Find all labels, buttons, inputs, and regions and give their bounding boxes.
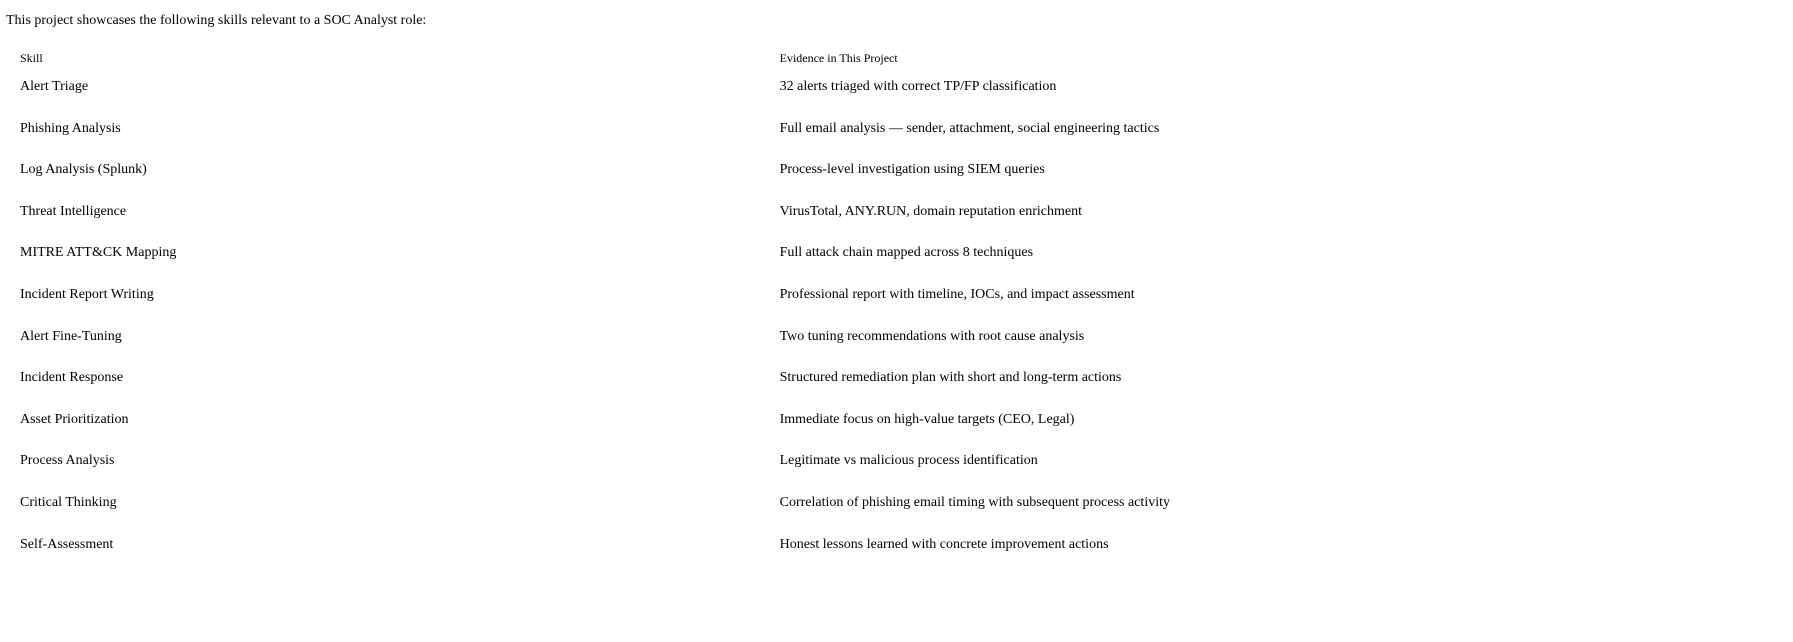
table-body [20, 78, 1170, 577]
table-row [20, 120, 1170, 162]
skills-table [20, 50, 1170, 577]
skill-cell: Phishing Analysis [20, 120, 121, 136]
table-header-row [20, 50, 1170, 78]
evidence-cell: Correlation of phishing email timing with subsequent process activity [779, 494, 1170, 510]
table-row [20, 328, 1170, 370]
evidence-cell: VirusTotal, ANY.RUN, domain reputation enrichment [779, 203, 1082, 219]
evidence-cell: 32 alerts triaged with correct TP/FP classification [779, 79, 1057, 94]
skill-cell: MITRE ATT&CK Mapping [20, 245, 177, 261]
table-row [20, 203, 1170, 245]
skill-cell: Critical Thinking [20, 494, 117, 510]
skill-cell: Self-Assessment [20, 536, 114, 552]
evidence-cell: Process-level investigation using SIEM queries [779, 162, 1045, 178]
skill-cell: Incident Response [20, 370, 124, 386]
skill-cell: Alert Triage [20, 79, 89, 94]
table-row [20, 411, 1170, 453]
table-row [20, 452, 1170, 494]
skill-cell: Process Analysis [20, 453, 115, 469]
evidence-cell: Full email analysis — sender, attachment, social engineering tactics [779, 120, 1160, 136]
intro-text: This project showcases the following skills relevant to a SOC Analyst role: [6, 13, 427, 28]
evidence-cell: Honest lessons learned with concrete improvement actions [779, 536, 1109, 552]
evidence-cell: Professional report with timeline, IOCs, and impact assessment [779, 286, 1135, 302]
table-row [20, 161, 1170, 203]
skill-cell: Incident Report Writing [20, 286, 154, 302]
column-header-evidence: Evidence in This Project [779, 51, 898, 65]
table-row [20, 244, 1170, 286]
skill-cell: Threat Intelligence [20, 203, 127, 219]
skill-cell: Alert Fine-Tuning [20, 328, 122, 344]
evidence-cell: Structured remediation plan with short and long-term actions [779, 370, 1122, 386]
evidence-cell: Immediate focus on high-value targets (CEO, Legal) [779, 411, 1075, 427]
table-row [20, 286, 1170, 328]
skill-cell: Asset Prioritization [20, 411, 129, 427]
table-row [20, 78, 1170, 120]
column-header-skill: Skill [20, 51, 43, 65]
table-header [20, 50, 1170, 78]
evidence-cell: Legitimate vs malicious process identification [779, 453, 1038, 469]
table-row [20, 369, 1170, 411]
skill-cell: Log Analysis (Splunk) [20, 162, 147, 178]
evidence-cell: Two tuning recommendations with root cause analysis [779, 328, 1085, 344]
evidence-cell: Full attack chain mapped across 8 techniques [779, 245, 1034, 261]
table-row [20, 536, 1170, 578]
table-row [20, 494, 1170, 536]
